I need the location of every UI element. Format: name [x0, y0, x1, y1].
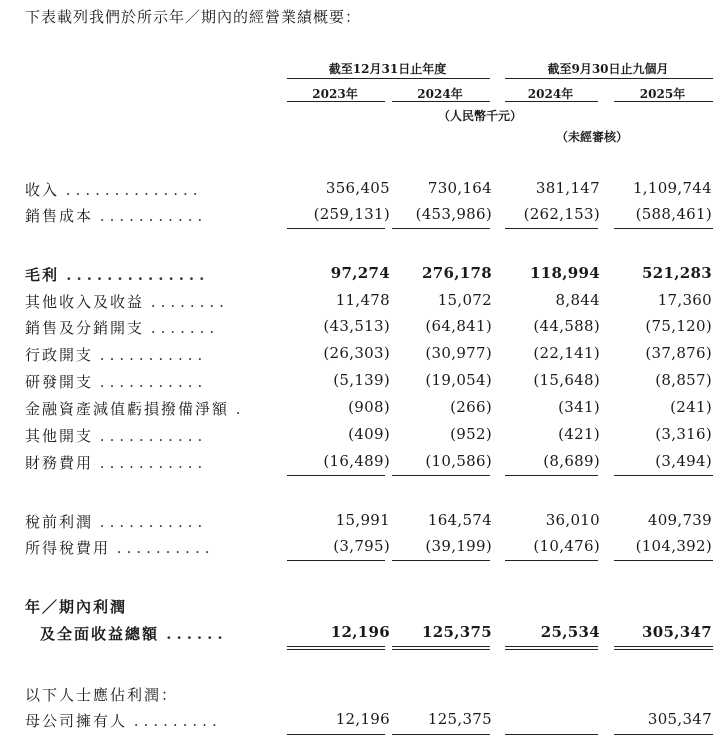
- subtotal-rule-1: [287, 475, 385, 476]
- value-2023: 12,196: [330, 623, 390, 641]
- row-label: 銷售成本 ...........: [25, 207, 208, 225]
- row-other-income: [0, 291, 719, 313]
- subtotal-rule-4: [614, 228, 713, 229]
- row-other-expenses: [0, 425, 719, 447]
- total-double-rule-2a: [392, 646, 490, 647]
- value-2024-9m: (262,153): [523, 205, 600, 223]
- row-label: 及全面收益總額 ......: [40, 625, 228, 643]
- value-2023: (259,131): [313, 205, 390, 223]
- header-year-2024: 2024年: [417, 87, 463, 101]
- value-2024-9m: (10,476): [533, 537, 600, 555]
- value-2023: (26,303): [323, 344, 390, 362]
- value-2024-9m: 381,147: [535, 179, 600, 197]
- value-2024-9m: (8,689): [543, 452, 600, 470]
- value-2025-9m: (8,857): [655, 371, 712, 389]
- header-group-fy-rule: [287, 78, 490, 79]
- value-2025-9m: (37,876): [645, 344, 712, 362]
- bottom-rule-1: [287, 734, 385, 735]
- total-double-rule-3a: [505, 646, 598, 647]
- value-2024: 276,178: [422, 264, 492, 282]
- row-rnd-expenses: [0, 371, 719, 393]
- value-2025-9m: (588,461): [635, 205, 712, 223]
- value-2024: 125,375: [427, 710, 492, 728]
- total-double-rule-1b: [287, 649, 385, 650]
- header-year-2023: 2023年: [312, 87, 358, 101]
- row-profit-before-tax: [0, 511, 719, 533]
- value-2025-9m: 17,360: [657, 291, 712, 309]
- value-2024: (30,977): [425, 344, 492, 362]
- value-2024: (19,054): [425, 371, 492, 389]
- subtotal-rule-3: [505, 560, 598, 561]
- currency-unit: （人民幣千元）: [438, 109, 523, 123]
- value-2023: (908): [348, 398, 390, 416]
- subtotal-rule-3: [505, 475, 598, 476]
- value-2024-9m: (22,141): [533, 344, 600, 362]
- bottom-rule-2: [392, 734, 490, 735]
- header-group-fy: 截至12月31日止年度: [328, 62, 447, 76]
- header-year-2025-9m: 2025年: [639, 87, 686, 101]
- row-label: 其他開支 ...........: [25, 427, 208, 445]
- row-cost-of-sales: [0, 205, 719, 227]
- row-label: 財務費用 ...........: [25, 454, 208, 472]
- attributable-heading: 以下人士應佔利潤：: [25, 686, 179, 704]
- value-2024: (453,986): [415, 205, 492, 223]
- row-income-tax: [0, 537, 719, 559]
- value-2024: 164,574: [427, 511, 492, 529]
- value-2023: 356,405: [325, 179, 390, 197]
- bottom-rule-3: [505, 734, 598, 735]
- value-2024: 15,072: [437, 291, 492, 309]
- header-year-rule-1: [287, 101, 385, 102]
- value-2024: (10,586): [425, 452, 492, 470]
- value-2024-9m: (44,588): [533, 317, 600, 335]
- value-2024: 125,375: [422, 623, 492, 641]
- value-2024: (64,841): [425, 317, 492, 335]
- row-label: 稅前利潤 ...........: [25, 513, 208, 531]
- row-label: 銷售及分銷開支 .......: [25, 319, 220, 337]
- row-label: 研發開支 ...........: [25, 373, 208, 391]
- total-double-rule-2b: [392, 649, 490, 650]
- value-2024-9m: (341): [558, 398, 600, 416]
- value-2024: (952): [450, 425, 492, 443]
- total-double-rule-4a: [614, 646, 713, 647]
- row-finance-costs: [0, 452, 719, 474]
- value-2023: (3,795): [333, 537, 390, 555]
- value-2023: (5,139): [333, 371, 390, 389]
- value-2024-9m: (15,648): [533, 371, 600, 389]
- row-impairment: [0, 398, 719, 420]
- value-2024-9m: 8,844: [555, 291, 600, 309]
- row-selling-distribution: [0, 317, 719, 339]
- subtotal-rule-4: [614, 475, 713, 476]
- row-admin-expenses: [0, 344, 719, 366]
- value-2025-9m: (3,494): [655, 452, 712, 470]
- value-2025-9m: (3,316): [655, 425, 712, 443]
- row-gross-profit: [0, 264, 719, 286]
- row-total-comprehensive-income: [0, 623, 719, 645]
- total-double-rule-1a: [287, 646, 385, 647]
- value-2023: (43,513): [323, 317, 390, 335]
- value-2025-9m: 1,109,744: [632, 179, 712, 197]
- value-2024: (266): [450, 398, 492, 416]
- row-label: 所得稅費用 ..........: [25, 539, 215, 557]
- value-2024-9m: 36,010: [545, 511, 600, 529]
- header-group-9m: 截至9月30日止九個月: [547, 62, 669, 76]
- value-2025-9m: 305,347: [647, 710, 712, 728]
- row-label: 毛利 ..............: [25, 266, 210, 284]
- header-year-2024-9m: 2024年: [527, 87, 574, 101]
- row-label: 行政開支 ...........: [25, 346, 208, 364]
- row-label: 金融資產減值虧損撥備淨額 .: [25, 400, 246, 418]
- header-group-9m-rule: [505, 78, 713, 79]
- subtotal-rule-2: [392, 560, 490, 561]
- value-2025-9m: 409,739: [647, 511, 712, 529]
- value-2025-9m: 521,283: [642, 264, 712, 282]
- value-2023: 15,991: [335, 511, 390, 529]
- subtotal-rule-2: [392, 228, 490, 229]
- value-2025-9m: 305,347: [642, 623, 712, 641]
- header-year-rule-3: [505, 101, 598, 102]
- row-owners-of-parent: [0, 710, 719, 732]
- value-2025-9m: (104,392): [635, 537, 712, 555]
- value-2025-9m: (75,120): [645, 317, 712, 335]
- intro-text: 下表載列我們於所示年／期內的經營業績概要：: [25, 8, 362, 26]
- value-2024: 730,164: [427, 179, 492, 197]
- total-double-rule-4b: [614, 649, 713, 650]
- value-2023: 97,274: [330, 264, 390, 282]
- total-double-rule-3b: [505, 649, 598, 650]
- row-revenue: [0, 179, 719, 201]
- value-2023: 12,196: [335, 710, 390, 728]
- unaudited-note: （未經審核）: [556, 130, 629, 144]
- subtotal-rule-1: [287, 228, 385, 229]
- subtotal-rule-1: [287, 560, 385, 561]
- value-2023: 11,478: [335, 291, 390, 309]
- section-profit-title: 年／期內利潤: [25, 598, 128, 616]
- row-label: 母公司擁有人 .........: [25, 712, 222, 730]
- subtotal-rule-2: [392, 475, 490, 476]
- subtotal-rule-4: [614, 560, 713, 561]
- value-2025-9m: (241): [670, 398, 712, 416]
- value-2024: (39,199): [425, 537, 492, 555]
- row-label: 其他收入及收益 ........: [25, 293, 229, 311]
- header-year-rule-2: [392, 101, 490, 102]
- value-2024-9m: (421): [558, 425, 600, 443]
- row-label: 收入 ..............: [25, 181, 203, 199]
- subtotal-rule-3: [505, 228, 598, 229]
- bottom-rule-4: [614, 734, 713, 735]
- value-2023: (16,489): [323, 452, 390, 470]
- value-2024-9m: 25,534: [540, 623, 600, 641]
- header-year-rule-4: [614, 101, 713, 102]
- value-2023: (409): [348, 425, 390, 443]
- value-2024-9m: 118,994: [530, 264, 600, 282]
